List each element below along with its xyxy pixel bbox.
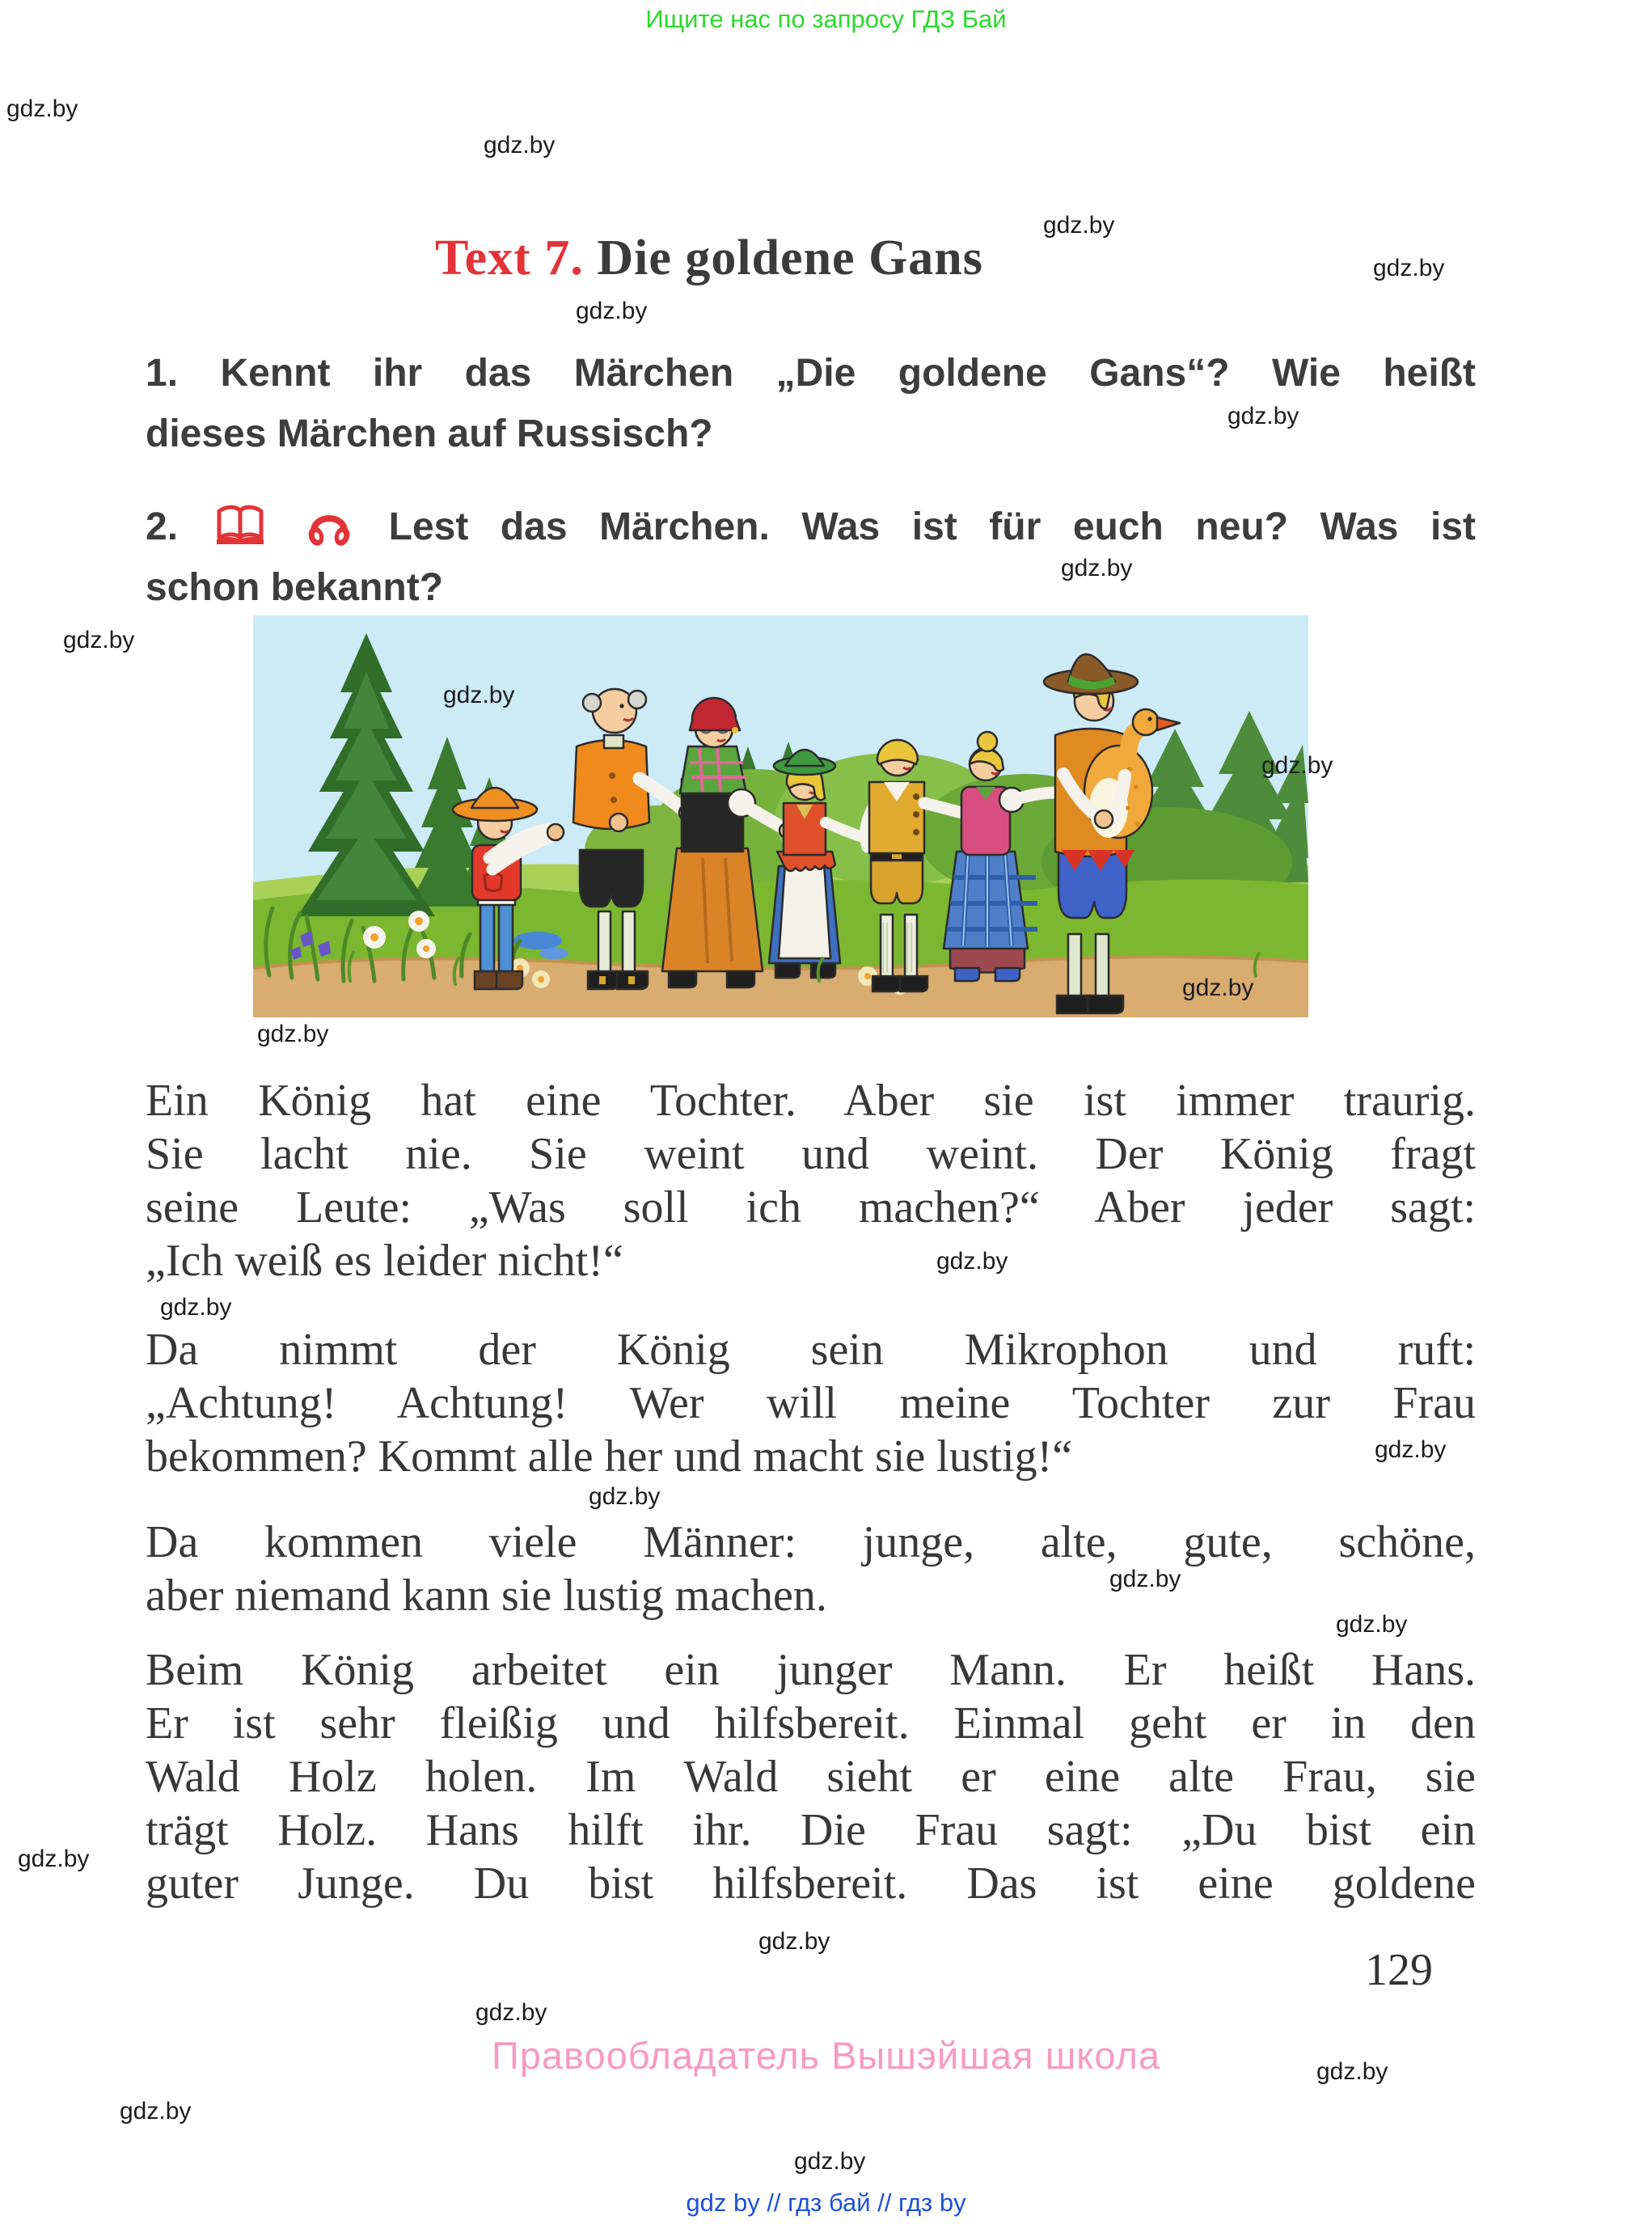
exercise-2-line: schon bekannt? — [146, 566, 444, 609]
story-paragraph-1 — [146, 1074, 1476, 1287]
gdz-watermark: gdz.by — [1061, 555, 1133, 581]
text-title: Die goldene Gans — [583, 230, 983, 285]
gdz-watermark: gdz.by — [1336, 1611, 1408, 1638]
story-line: Ein König hat eine Tochter. Aber sie ist immer traurig. — [146, 1076, 1476, 1126]
gdz-watermark: gdz.by — [1316, 2058, 1388, 2085]
gdz-watermark: gdz.by — [1375, 1436, 1447, 1463]
gdz-watermark: gdz.by — [1373, 255, 1445, 281]
story-line: Da kommen viele Männer: junge, alte, gute, schöne, — [146, 1517, 1476, 1567]
story-line: trägt Holz. Hans hilft ihr. Die Frau sagt: „Du bist ein — [146, 1805, 1476, 1855]
gdz-watermark: gdz.by — [63, 627, 135, 653]
page-title — [435, 230, 983, 287]
story-line: Wald Holz holen. Im Wald sieht er eine alte Frau, sie — [146, 1752, 1476, 1802]
story-line: seine Leute: „Was soll ich machen?“ Aber jeder sagt: — [146, 1182, 1476, 1233]
story-line: Beim König arbeitet ein junger Mann. Er heißt Hans. — [146, 1645, 1476, 1695]
exercise-1-line: dieses Märchen auf Russisch? — [146, 412, 713, 455]
gdz-watermark: gdz.by — [589, 1483, 661, 1510]
headphones-icon — [306, 504, 352, 546]
gdz-watermark: gdz.by — [475, 1999, 547, 2026]
story-line: bekommen? Kommt alle her und macht sie lustig!“ — [146, 1431, 1073, 1482]
gdz-watermark: gdz.by — [6, 95, 78, 122]
gdz-watermark: gdz.by — [484, 132, 556, 159]
story-line: „Ich weiß es leider nicht!“ — [146, 1236, 623, 1286]
exercise-1-line: 1. Kennt ihr das Märchen „Die goldene Gans“? Wie heißt — [146, 352, 1476, 395]
gdz-watermark: gdz.by — [18, 1846, 90, 1872]
page-number: 129 — [1365, 1945, 1433, 1995]
gdz-watermark: gdz.by — [257, 1021, 329, 1047]
exercise-2-line — [146, 497, 1476, 557]
story-line: aber niemand kann sie lustig machen. — [146, 1571, 827, 1621]
gdz-watermark: gdz.by — [758, 1928, 830, 1955]
text-number: Text 7. — [435, 230, 584, 285]
gdz-watermark: gdz.by — [443, 682, 515, 708]
gdz-watermark: gdz.by — [160, 1294, 232, 1321]
story-paragraph-3 — [146, 1516, 1476, 1622]
story-line: Er ist sehr fleißig und hilfsbereit. Einmal geht er in den — [146, 1698, 1476, 1748]
gdz-watermark: gdz.by — [794, 2148, 866, 2175]
story-illustration — [253, 615, 1308, 1017]
gdz-watermark: gdz.by — [576, 298, 648, 324]
story-paragraph-2 — [146, 1323, 1476, 1483]
exercise-2 — [146, 497, 1476, 618]
story-line: guter Junge. Du bist hilfsbereit. Das ist eine goldene — [146, 1858, 1476, 1909]
copyright-notice: Правообладатель Вышэйшая школа — [491, 2034, 1161, 2077]
gdz-watermark: gdz.by — [1109, 1566, 1181, 1592]
promo-banner: Ищите нас по запросу ГДЗ Бай — [645, 5, 1007, 33]
story-line: Sie lacht nie. Sie weint und weint. Der König fragt — [146, 1129, 1476, 1179]
gdz-watermark: gdz.by — [1227, 403, 1299, 429]
story-paragraph-4 — [146, 1643, 1476, 1910]
exercise-2-number: 2. — [146, 505, 179, 548]
gdz-watermark: gdz.by — [936, 1248, 1008, 1275]
gdz-watermark: gdz.by — [1261, 752, 1333, 779]
story-line: „Achtung! Achtung! Wer will meine Tochter zur Frau — [146, 1378, 1476, 1428]
gdz-watermark: gdz.by — [1043, 212, 1115, 239]
exercise-2-text: Lest das Märchen. Was ist für euch neu? Was ist — [388, 505, 1476, 548]
open-book-icon — [215, 504, 265, 546]
footer-links: gdz by // гдз бай // гдз by — [686, 2188, 966, 2217]
gdz-watermark: gdz.by — [1182, 975, 1254, 1001]
story-line: Da nimmt der König sein Mikrophon und ruft: — [146, 1325, 1476, 1375]
gdz-watermark: gdz.by — [120, 2098, 192, 2125]
